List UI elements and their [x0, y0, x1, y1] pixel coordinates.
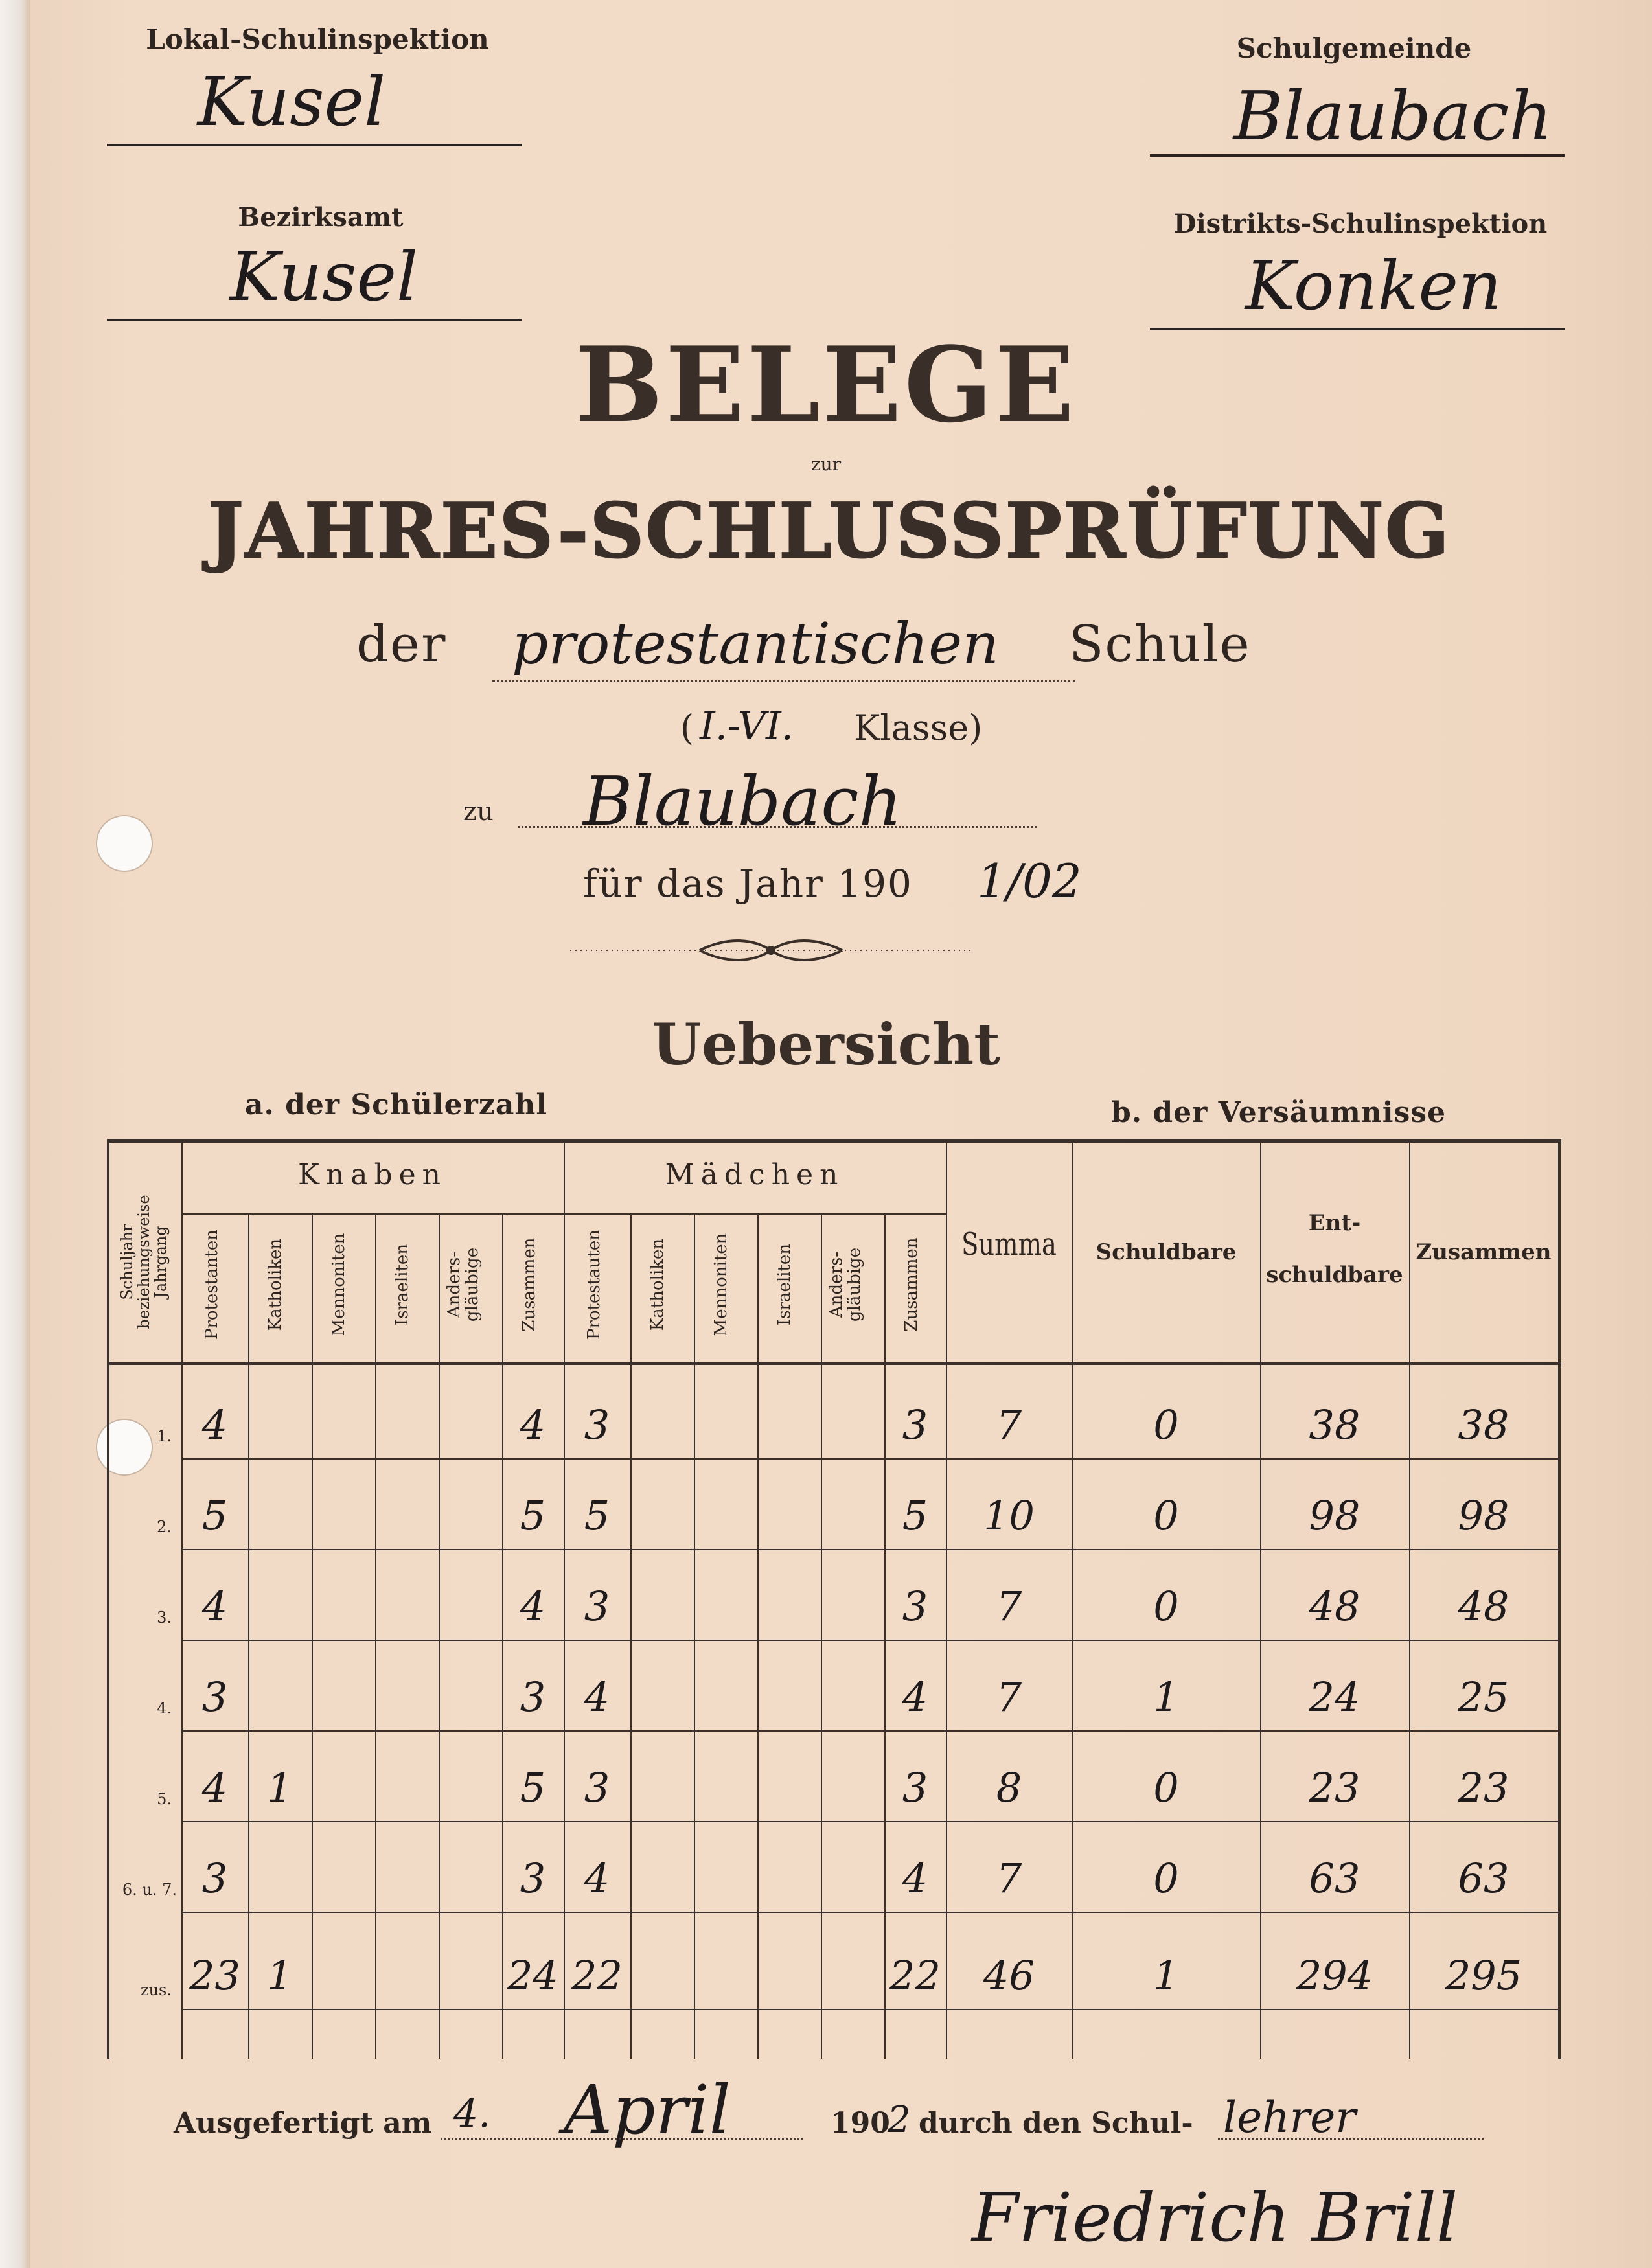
distrikts-schulinspektion-value: Konken	[1245, 246, 1502, 325]
entschuldbare-header-2: schuldbare	[1266, 1262, 1403, 1288]
schuldbare-header: Schuldbare	[1096, 1239, 1237, 1265]
m-israeliten-header: Israeliten	[775, 1243, 794, 1326]
cell-summa: 7	[996, 1855, 1022, 1902]
cell-summa: 8	[996, 1764, 1022, 1811]
cell-m-zus: 4	[902, 1855, 928, 1902]
cell-m-zus: 3	[902, 1583, 928, 1630]
cell-schuldbare: 0	[1153, 1583, 1179, 1630]
row-label: 5.	[157, 1790, 172, 1808]
cell-k-kath-total: 1	[267, 1952, 293, 1999]
cell-entschuldbare: 24	[1309, 1673, 1360, 1721]
cell-m-prot: 3	[584, 1583, 610, 1630]
table-left-border	[107, 1139, 109, 2059]
document-subtitle: JAHRES-SCHLUSSPRÜFUNG	[208, 487, 1451, 575]
cell-k-zus: 3	[520, 1855, 546, 1902]
place-value: Blaubach	[583, 762, 902, 841]
cell-zusammen: 23	[1458, 1764, 1509, 1811]
jahr-value: 1/02	[977, 854, 1082, 908]
confession-line	[492, 680, 1075, 682]
row-label: 3.	[157, 1609, 172, 1627]
group-knaben-header: Knaben	[298, 1158, 447, 1191]
cell-zusammen: 38	[1458, 1401, 1509, 1449]
row-label: 2.	[157, 1518, 172, 1536]
row-label: zus.	[140, 1981, 172, 1999]
cell-k-prot: 3	[201, 1673, 228, 1721]
title-schule: Schule	[1069, 615, 1251, 674]
row-label: 1.	[157, 1427, 172, 1445]
title-zur: zur	[810, 453, 842, 475]
cell-k-prot: 4	[201, 1764, 228, 1811]
overview-b-label: b. der Versäumnisse	[1111, 1096, 1447, 1129]
cell-k-prot: 5	[201, 1492, 228, 1539]
table-right-border	[1558, 1139, 1561, 2059]
durch-label: durch den Schul-	[919, 2107, 1193, 2140]
lokal-schulinspektion-line	[107, 144, 522, 146]
k-zusammen-header: Zusammen	[520, 1237, 539, 1332]
m-zusammen-header: Zusammen	[902, 1237, 921, 1332]
cell-schuldbare: 0	[1153, 1401, 1179, 1449]
table-top-border	[107, 1139, 1561, 1143]
k-mennoniten-header: Mennoniten	[329, 1233, 349, 1336]
m-andersglaeubige-header: Anders-gläubige	[827, 1247, 864, 1322]
overview-table	[107, 1139, 1561, 2059]
cell-k-zus-total: 24	[507, 1952, 558, 1999]
cell-k-kath: 1	[267, 1764, 293, 1811]
footer-year-prefix: 190	[831, 2107, 890, 2140]
cell-zusammen: 25	[1458, 1673, 1509, 1721]
cell-m-prot: 4	[584, 1673, 610, 1721]
cell-k-prot: 3	[201, 1855, 228, 1902]
cell-summa: 10	[983, 1492, 1035, 1539]
confession-value: protestantischen	[512, 610, 999, 677]
bezirksamt-value: Kusel	[229, 237, 419, 316]
cell-schuldbare: 0	[1153, 1764, 1179, 1811]
entschuldbare-header-1: Ent-	[1308, 1210, 1361, 1236]
cell-m-prot: 4	[584, 1855, 610, 1902]
row-label: 4.	[157, 1699, 172, 1717]
cell-summa: 7	[996, 1583, 1022, 1630]
cell-summa-total: 46	[983, 1952, 1035, 1999]
cell-m-prot-total: 22	[571, 1952, 623, 1999]
row-label: 6. u. 7.	[122, 1881, 177, 1899]
schulgemeinde-label: Schulgemeinde	[1236, 32, 1472, 64]
k-israeliten-header: Israeliten	[393, 1243, 412, 1326]
cell-k-zus: 4	[520, 1401, 546, 1449]
k-katholiken-header: Katholiken	[266, 1238, 285, 1331]
klasse-value: I.-VI.	[700, 704, 794, 749]
lokal-schulinspektion-label: Lokal-Schulinspektion	[146, 23, 489, 55]
cell-m-zus: 3	[902, 1764, 928, 1811]
k-protestanten-header: Protestanten	[202, 1229, 222, 1340]
footer-month: April	[564, 2070, 731, 2149]
cell-summa: 7	[996, 1673, 1022, 1721]
binding-edge	[0, 0, 30, 2268]
cell-schuldbare-total: 1	[1153, 1952, 1179, 1999]
cell-entschuldbare: 98	[1309, 1492, 1360, 1539]
cell-k-zus: 5	[520, 1764, 546, 1811]
k-andersglaeubige-header: Anders-gläubige	[444, 1247, 482, 1322]
jahr-label: für das Jahr 190	[583, 862, 913, 906]
distrikts-schulinspektion-label: Distrikts-Schulinspektion	[1173, 209, 1548, 239]
cell-k-zus: 4	[520, 1583, 546, 1630]
header-bottom-border	[107, 1362, 1561, 1365]
cell-m-prot: 3	[584, 1401, 610, 1449]
distrikts-schulinspektion-line	[1150, 328, 1565, 330]
cell-entschuldbare: 23	[1309, 1764, 1360, 1811]
role-line	[1218, 2138, 1484, 2140]
overview-a-label: a. der Schülerzahl	[245, 1088, 548, 1121]
footer-day: 4.	[453, 2091, 491, 2136]
cell-k-prot: 4	[201, 1401, 228, 1449]
klasse-open: (	[680, 707, 694, 748]
document-title: BELEGE	[575, 324, 1077, 446]
cell-k-zus: 3	[520, 1673, 546, 1721]
cell-zusammen: 98	[1458, 1492, 1509, 1539]
cell-m-zus: 3	[902, 1401, 928, 1449]
cell-m-prot: 5	[584, 1492, 610, 1539]
ausgefertigt-label: Ausgefertigt am	[174, 2107, 432, 2140]
cell-schuldbare: 0	[1153, 1855, 1179, 1902]
cell-m-zus: 4	[902, 1673, 928, 1721]
bezirksamt-line	[107, 319, 522, 321]
bezirksamt-label: Bezirksamt	[238, 202, 404, 233]
cell-k-zus: 5	[520, 1492, 546, 1539]
lokal-schulinspektion-value: Kusel	[197, 62, 386, 141]
cell-schuldbare: 0	[1153, 1492, 1179, 1539]
date-line	[441, 2138, 803, 2140]
group-maedchen-header: Mädchen	[665, 1158, 845, 1191]
cell-m-prot: 3	[584, 1764, 610, 1811]
cell-k-prot: 4	[201, 1583, 228, 1630]
cell-summa: 7	[996, 1401, 1022, 1449]
cell-zusammen: 63	[1458, 1855, 1509, 1902]
footer-year-value: 2	[888, 2099, 911, 2141]
col-schuljahr-header: Schuljahr beziehungsweise Jahrgang	[118, 1195, 170, 1329]
ornament-divider	[570, 934, 972, 967]
cell-entschuldbare: 48	[1309, 1583, 1360, 1630]
signature: Friedrich Brill	[972, 2178, 1458, 2257]
summa-header: Summa	[961, 1226, 1057, 1263]
klasse-label: Klasse)	[854, 707, 983, 748]
title-der: der	[356, 615, 447, 674]
punch-hole-top	[96, 815, 153, 872]
overview-heading: Uebersicht	[652, 1011, 1000, 1078]
cell-schuldbare: 1	[1153, 1673, 1179, 1721]
cell-m-zus-total: 22	[889, 1952, 941, 1999]
cell-zusammen: 48	[1458, 1583, 1509, 1630]
zusammen-header: Zusammen	[1416, 1239, 1552, 1265]
cell-m-zus: 5	[902, 1492, 928, 1539]
schulgemeinde-value: Blaubach	[1233, 76, 1553, 155]
m-mennoniten-header: Mennoniten	[711, 1233, 731, 1336]
place-line	[518, 826, 1037, 828]
cell-entschuldbare: 63	[1309, 1855, 1360, 1902]
cell-k-prot-total: 23	[189, 1952, 240, 1999]
cell-entschuldbare-total: 294	[1296, 1952, 1373, 1999]
schulgemeinde-line	[1150, 154, 1565, 157]
title-zu: zu	[463, 797, 494, 827]
footer-role: lehrer	[1223, 2092, 1356, 2142]
cell-zusammen-total: 295	[1445, 1952, 1522, 1999]
m-katholiken-header: Katholiken	[648, 1238, 667, 1331]
cell-entschuldbare: 38	[1309, 1401, 1360, 1449]
m-protestanten-header: Protestauten	[584, 1229, 604, 1340]
